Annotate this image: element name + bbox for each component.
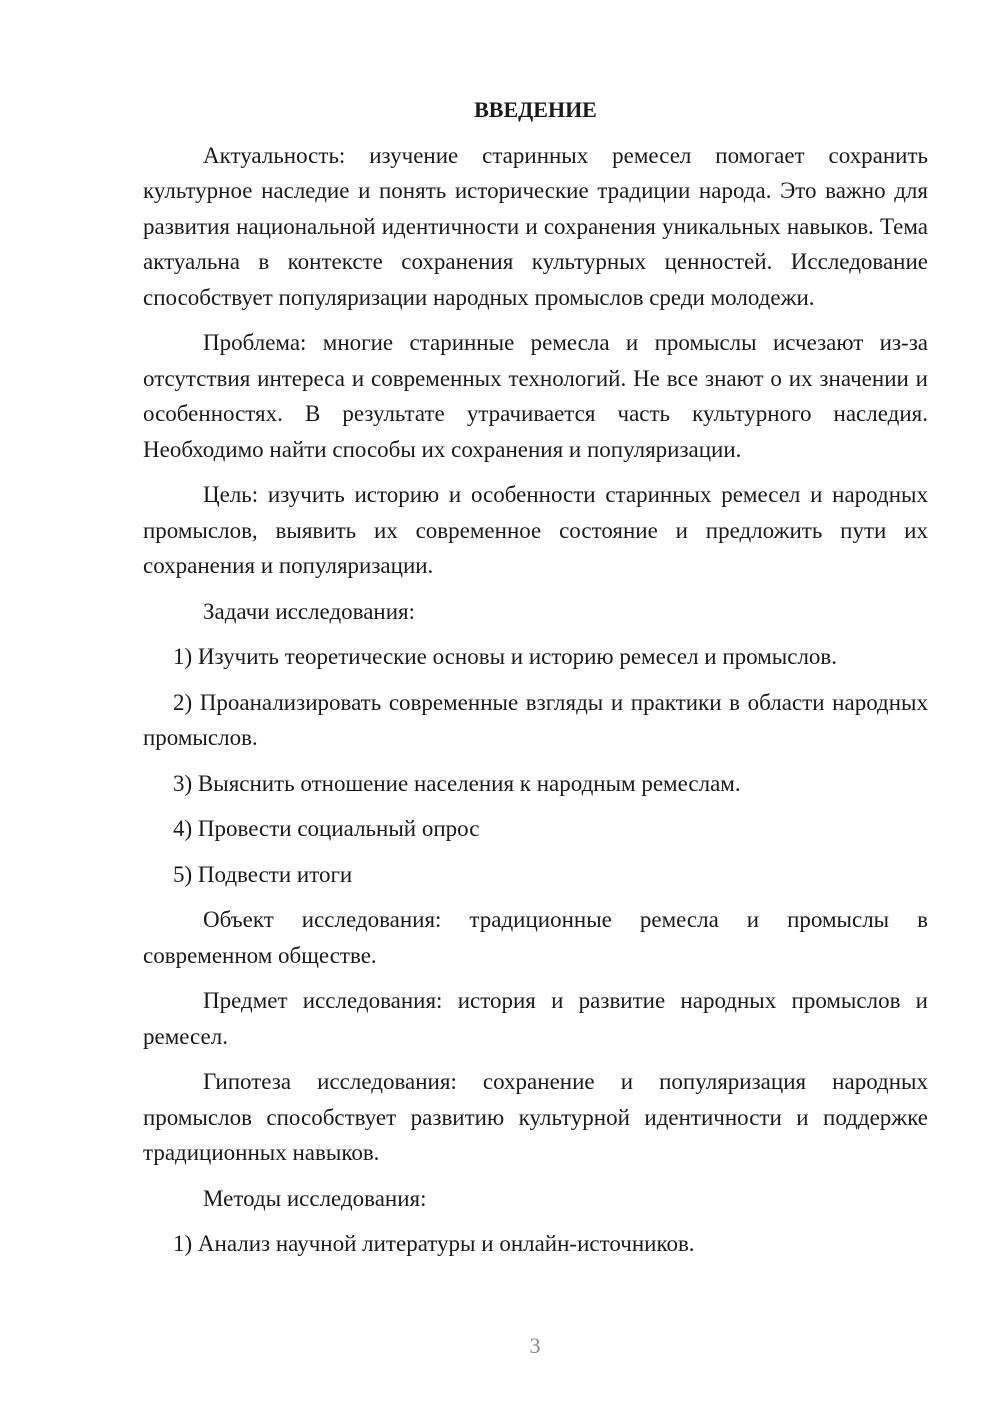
task-item-5: 5) Подвести итоги (173, 861, 353, 887)
task-item-1: 1) Изучить теоретические основы и историю ремесел и промыслов. (173, 644, 838, 669)
page-title: ВВЕДЕНИЕ (474, 97, 597, 122)
method-item-1: 1) Анализ научной литературы и онлайн-источников. (173, 1231, 695, 1256)
task-item-3: 3) Выяснить отношение населения к народным ремеслам. (173, 770, 741, 796)
task-item-2: 2) Проанализировать современные взгляды и практики в области народных промыслов. (143, 689, 928, 750)
paragraph-goal: Цель: изучить историю и особенности старинных ремесел и народных промыслов, выявить их современное состояние и предложить пути их сохранения и популяризации. (143, 482, 928, 578)
tasks-heading: Задачи исследования: (203, 598, 416, 624)
methods-heading: Методы исследования: (203, 1185, 427, 1211)
paragraph-problem: Проблема: многие старинные ремесла и промыслы исчезают из-за отсутствия интереса и современных технологий. Не все знают о их значении и особенностях. В результате утрачивается часть культурного наследия. Необходимо найти способы их сохранения и популяризации. (143, 330, 928, 462)
paragraph-relevance: Актуальность: изучение старинных ремесел помогает сохранить культурное наследие и понять исторические традиции народа. Это важно для развития национальной идентичности и сохранения уникальных навыков. Тема актуальна в контексте сохранения культурных ценностей. Исследование способствует популяризации народных промыслов среди молодежи. (143, 142, 928, 310)
paragraph-hypothesis: Гипотеза исследования: сохранение и популяризация народных промыслов способствует развитию культурной идентичности и поддержке традиционных навыков. (143, 1069, 928, 1165)
task-item-4: 4) Провести социальный опрос (173, 816, 480, 841)
page-number: 3 (529, 1333, 541, 1358)
paragraph-object: Объект исследования: традиционные ремесла и промыслы в современном обществе. (143, 907, 928, 968)
document-page (143, 92, 928, 1272)
paragraph-subject: Предмет исследования: история и развитие народных промыслов и ремесел. (143, 988, 928, 1049)
